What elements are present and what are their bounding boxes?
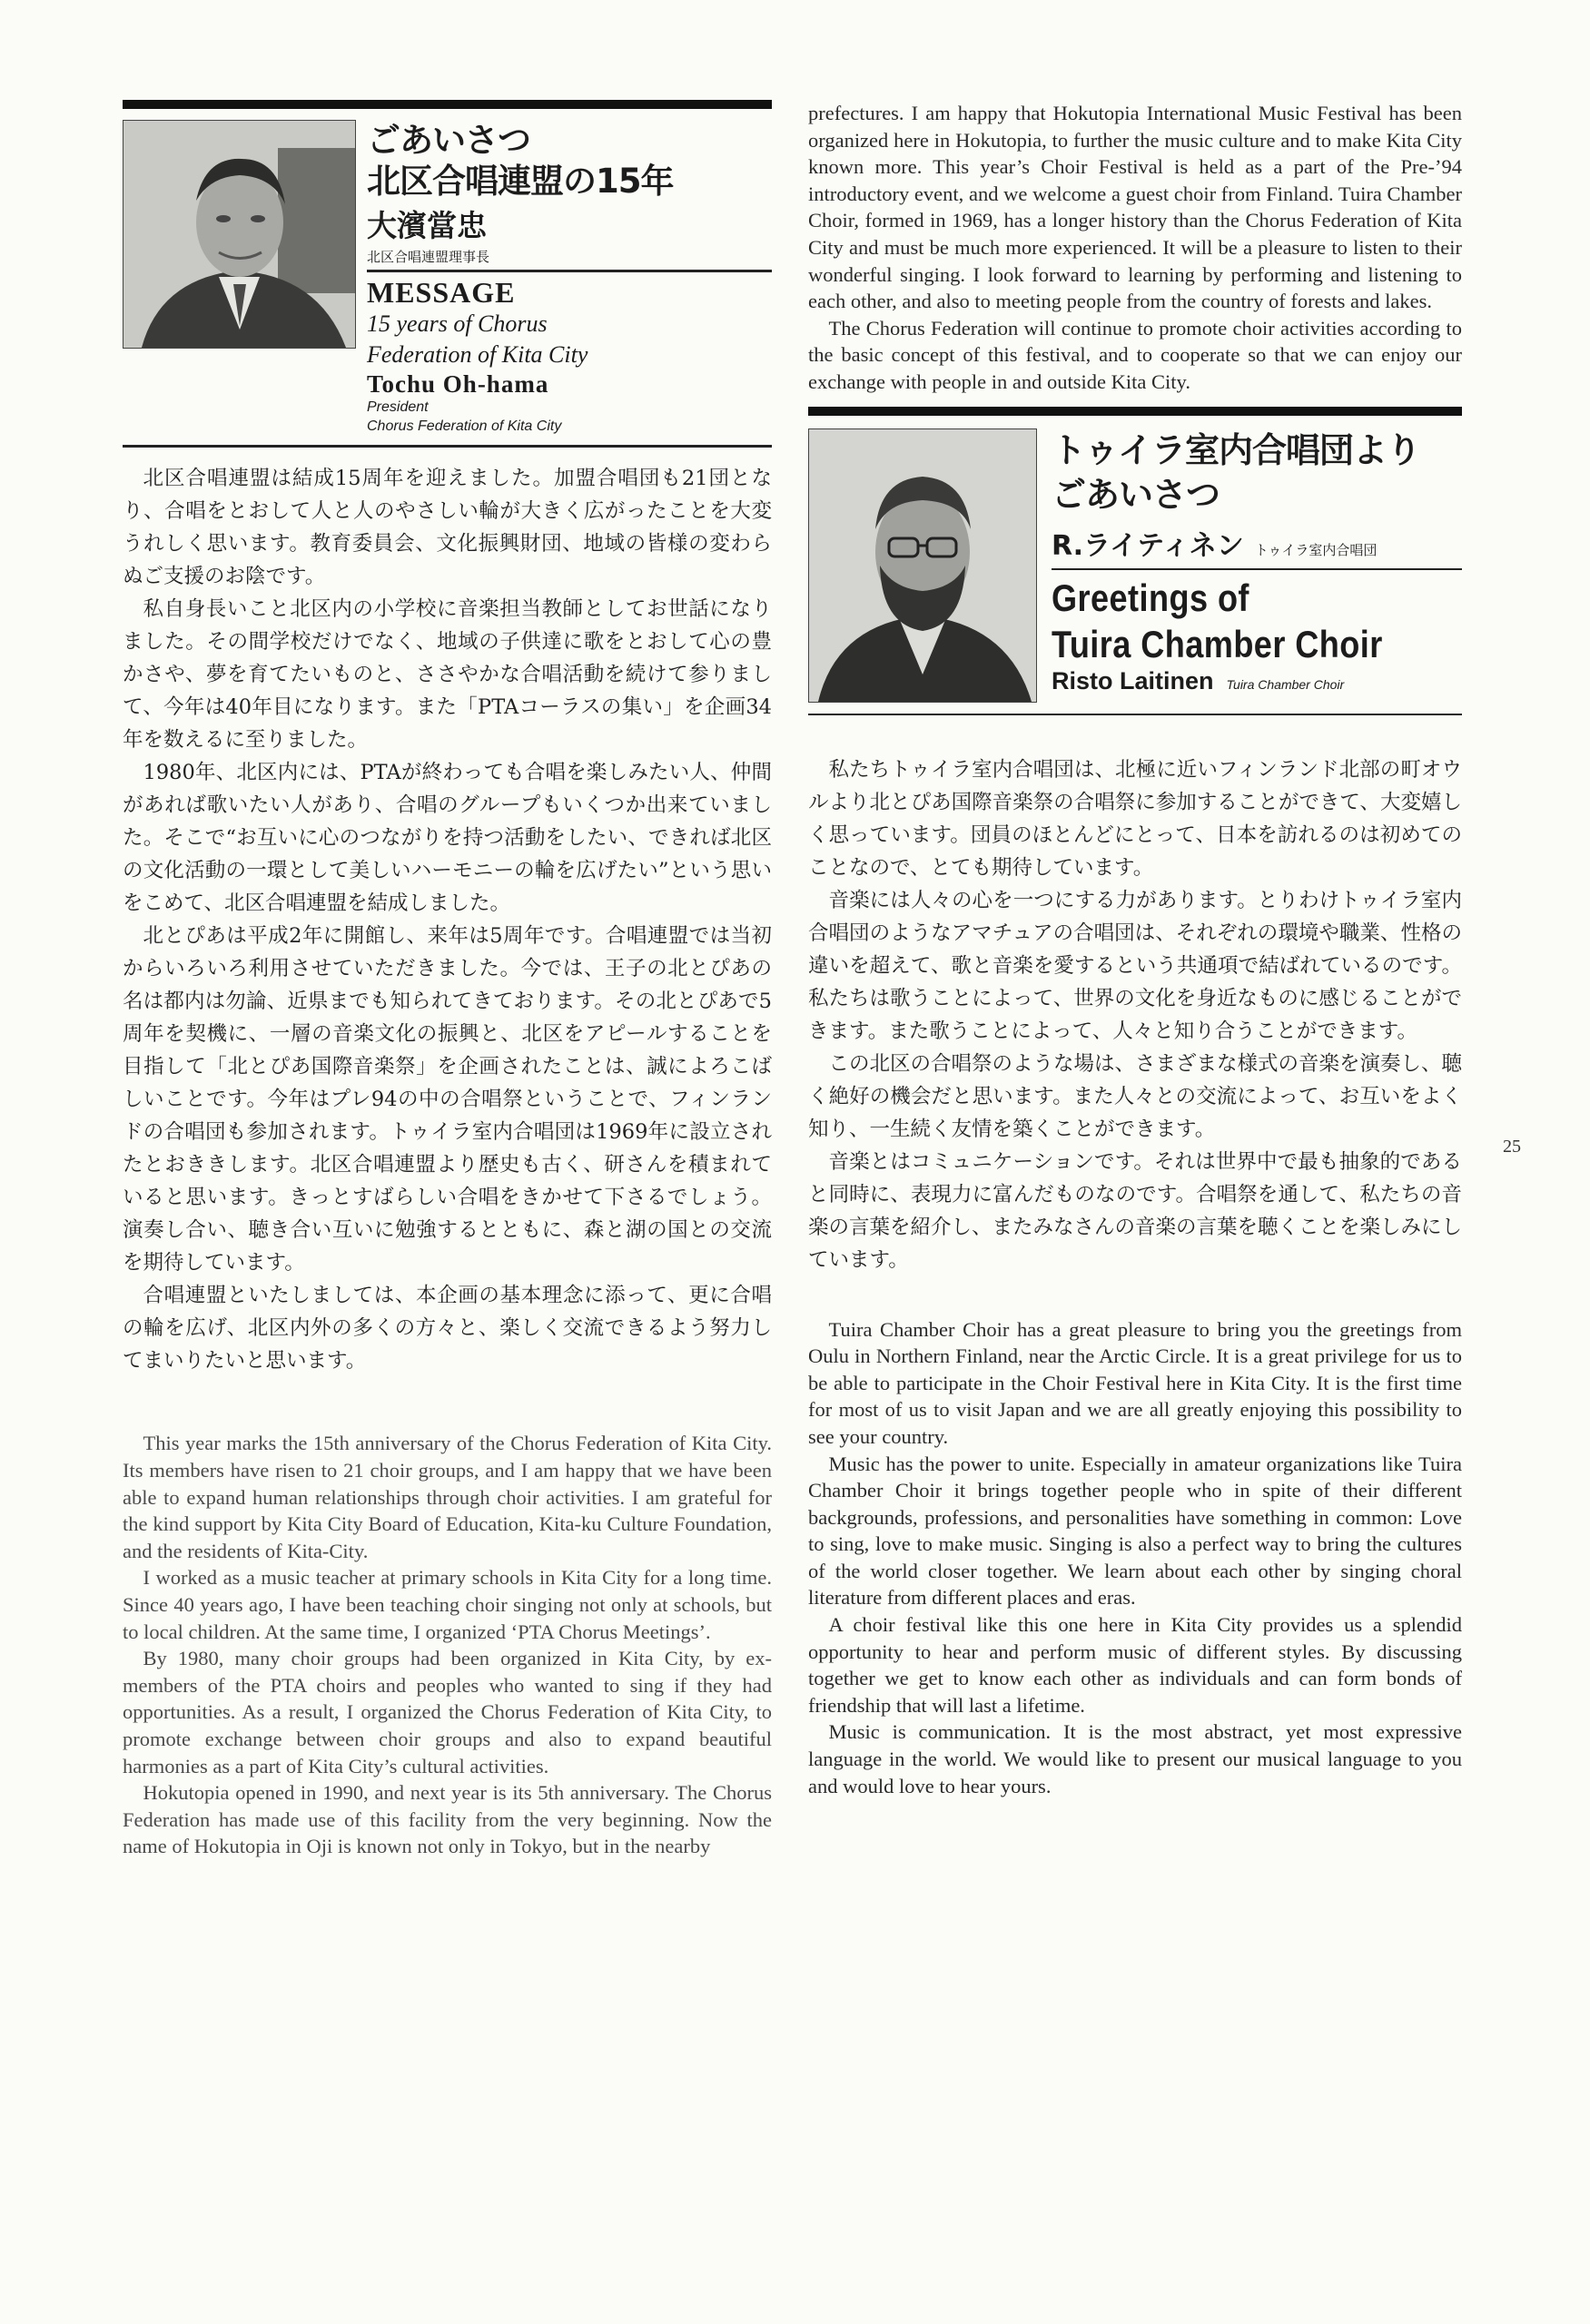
jp-paragraph: 私たちトゥイラ室内合唱団は、北極に近いフィンランド北部の町オウルより北とぴあ国際音楽祭の合唱祭に参加することができて、大変嬉しく思っています。団員のほとんどにとって、日本を訪れるのは初めてのことなので、とても期待しています。 [808,757,1462,880]
subtitle-jp: 北区合唱連盟の15年 [367,162,674,202]
tuira-author-en [1052,667,1462,695]
en-paragraph: Music has the power to unite. Especially in amateur organizations like Tuira Chamber Choir it brings together people who in spite of their different backgrounds, professions, and personalities have something in common: Love to sing, love to make music. Singing is also a perfect way to bring the cultures of the world closer together. We learn about each other by singing choral literature from different places and eras. [808,1452,1462,1610]
portrait-image [809,429,1036,702]
header-rule [123,100,772,109]
tuira-header-content [808,428,1462,703]
tuira-title-jp-line1: トゥイラ室内合唱団より [1052,429,1421,470]
author-name-en: Risto Laitinen [1052,667,1214,695]
en-paragraph: I worked as a music teacher at primary schools in Kita City for a long time. Since 40 years ago, I have been teaching choir singing not only at schools, but to local children. At the same time, I organized ‘PTA Chorus Meetings’. [123,1566,772,1643]
message-body-jp [123,462,772,1377]
right-column [808,100,1462,1799]
jp-paragraph: 音楽には人々の心を一つにする力があります。とりわけトゥイラ室内合唱団のようなアマチュアの合唱団は、それぞれの環境や職業、性格の違いを超えて、歌と音楽を愛するという共通項で結ばれているのです。私たちは歌うことによって、世界の文化を身近なものに感じることができます。また歌うことによって、人々と知り合うことができます。 [808,888,1462,1043]
jp-paragraph: この北区の合唱祭のような場は、さまざまな様式の音楽を演奏し、聴く絶好の機会だと思います。また人々との交流によって、お互いをよく知り、一生続く友情を築くことができます。 [808,1051,1463,1141]
message-header [123,120,772,436]
tuira-body-en [808,1316,1462,1800]
tuira-title-divider [1052,568,1462,570]
message-body-en-continued [808,100,1462,396]
tuira-title-en-line1: Greetings of [1052,576,1249,620]
author-role-en: Tuira Chamber Choir [1226,677,1345,693]
portrait-photo-laitinen [808,428,1037,703]
author-name-jp: R.ライティネン [1052,530,1244,563]
portrait-image [123,121,355,348]
left-column [123,100,772,1860]
portrait-photo-ohhama [123,120,356,349]
tuira-body-jp [808,753,1462,1276]
tuira-title-jp-line2: ごあいさつ [1052,474,1220,515]
jp-paragraph: 私自身長いこと北区内の小学校に音楽担当教師としてお世話になりました。その間学校だけでなく、地域の子供達に歌をとおして心の豊かさや、夢を育てたいものと、ささやかな合唱活動を続けて参りまして、今年は40年目になります。また「PTAコーラスの集い」を企画34年を数えるに至りました。 [123,597,772,753]
tuira-author-jp [1052,523,1462,563]
page-number: 25 [1503,1137,1521,1157]
title-divider [367,270,772,272]
author-role-jp: トゥイラ室内合唱団 [1254,542,1378,559]
jp-paragraph: 合唱連盟といたしましては、本企画の基本理念に添って、更に合唱の輪を広げ、北区内外の多くの方々と、楽しく交流できるよう努力してまいりたいと思います。 [123,1284,772,1374]
jp-paragraph: 音楽とはコミュニケーションです。それは世界中で最も抽象的であると同時に、表現力に富んだものなのです。合唱祭を通して、私たちの音楽の言葉を紹介し、またみなさんの音楽の言葉を聴くことを楽しみにしています。 [808,1149,1463,1272]
tuira-header-rule [808,407,1462,416]
author-role-jp: 北区合唱連盟理事長 [367,248,490,265]
tuira-titles [1037,428,1462,703]
en-paragraph: prefectures. I am happy that Hokutopia International Music Festival has been organized here in Hokutopia, to further the music culture and to make Kita City known more. This year’s Choir Festival is held as a part of the Pre-’94 introductory event, and we welcome a guest choir from Finland. Tuira Chamber Choir, formed in 1969, has a longer history than the Chorus Federation of Kita City and must be much more experienced. It will be a pleasure to listen to their wonderful singing. I look forward to learning by performing and listening to each other, and also to meeting people from the country of forests and lakes. [808,102,1462,313]
jp-paragraph: 北区合唱連盟は結成15周年を迎えました。加盟合唱団も21団となり、合唱をとおして人と人のやさしい輪が大きく広がったことを大変うれしく思います。教育委員会、文化振興財団、地域の皆様の変わらぬご支援のお陰です。 [123,467,772,589]
en-paragraph: Hokutopia opened in 1990, and next year is its 5th anniversary. The Chorus Federation has made use of this facility from the very beginning. Now the name of Hokutopia in Oji is known not only in Tokyo, but in the nearby [123,1781,772,1858]
en-paragraph: This year marks the 15th anniversary of the Chorus Federation of Kita City. Its members have risen to 21 choir groups, and I am happy that we have been able to expand human relationships through choir activities. I am grateful for the kind support by Kita City Board of Education, Kita-ku Culture Foundation, and the residents of Kita-City. [123,1432,772,1562]
author-role-en-line1: President [367,399,429,415]
en-paragraph: A choir festival like this one here in Kita City provides us a splendid opportunity to hear and perform music of different styles. By discussing together we get to know each other as individuals and can form bonds of friendship that will last a lifetime. [808,1613,1462,1717]
message-label: MESSAGE [367,275,516,309]
en-paragraph: By 1980, many choir groups had been organized in Kita City, by ex-members of the PTA choirs and peoples who wanted to sing if they had opportunities. As a result, I organized the Chorus Federation of Kita City, to promote exchange between choir groups and also to expand beautiful harmonies as a part of Kita City’s cultural activities. [123,1647,772,1777]
en-paragraph: Music is communication. It is the most abstract, yet most expressive language in the world. We would like to present our musical language to you and would love to hear yours. [808,1720,1462,1797]
header-bottom-rule [123,445,772,448]
greeting-title-jp: ごあいさつ [367,121,530,160]
jp-paragraph: 北とぴあは平成2年に開館し、来年は5周年です。合唱連盟では当初からいろいろ利用させていただきました。今では、王子の北とぴあの名は都内は勿論、近県までも知られてきております。その北とぴあで5周年を契機に、一層の音楽文化の振興と、北区をアピールすることを目指して「北とぴあ国際音楽祭」を企画されたことは、誠によろこばしいことです。今年はプレ94の中の合唱祭ということで、フィンランドの合唱団も参加されます。トゥイラ室内合唱団は1969年に設立されたとおききします。北区合唱連盟より歴史も古く、研さんを積まれていると思います。きっとすばらしい合唱をきかせて下さるでしょう。演奏し合い、聴き合い互いに勉強するとともに、森と湖の国との交流を期待しています。 [123,924,772,1275]
author-name-en: Tochu Oh-hama [367,369,549,398]
author-role-en-line2: Chorus Federation of Kita City [367,418,562,434]
author-name-jp: 大濱當忠 [367,208,487,244]
message-titles [356,120,772,436]
en-paragraph: Tuira Chamber Choir has a great pleasure to bring you the greetings from Oulu in Northern Finland, near the Arctic Circle. It is a great privilege for us to be able to participate in the Choir Festival here in Kita City. It is the first time for most of us to visit Japan and we are all greatly enjoying this possibility to see your country. [808,1317,1462,1448]
message-body-en [123,1430,772,1860]
tuira-title-en-line2: Tuira Chamber Choir [1052,622,1383,665]
subtitle-en-line1: 15 years of Chorus [367,310,548,338]
en-paragraph: The Chorus Federation will continue to promote choir activities according to the basic concept of this festival, and to cooperate so that we can enjoy our exchange with people in and outside Kita City. [808,316,1462,393]
jp-paragraph: 1980年、北区内には、PTAが終わっても合唱を楽しみたい人、仲間があれば歌いたい人があり、合唱のグループもいくつか出来ていました。そこで“お互いに心のつながりを持つ活動をしたい、できれば北区の文化活動の一環として美しいハーモニーの輪を広げたい”という思いをこめて、北区合唱連盟を結成しました。 [123,761,772,916]
subtitle-en-line2: Federation of Kita City [367,341,588,369]
tuira-header-bottom-rule [808,714,1462,715]
